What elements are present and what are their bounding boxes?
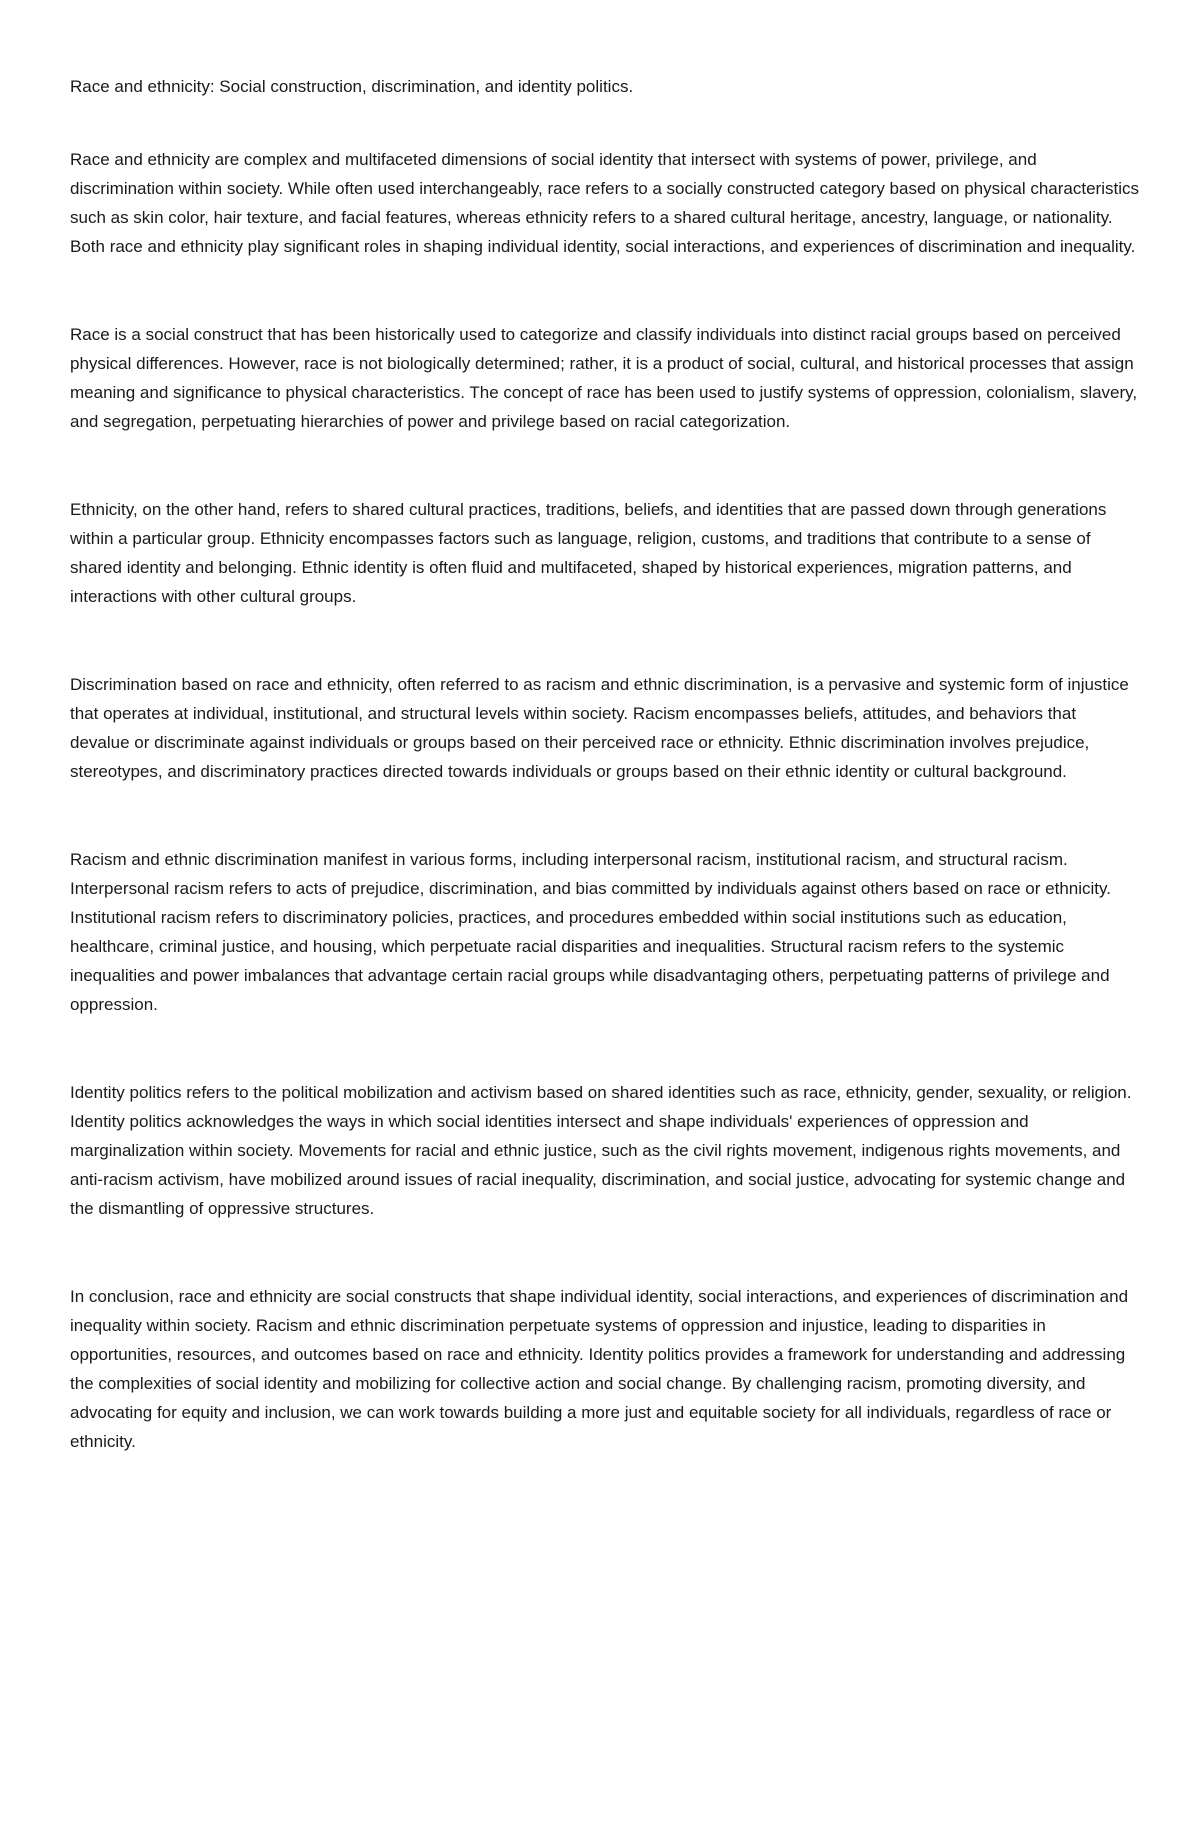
document-title: Race and ethnicity: Social construction, discrimination, and identity politics.	[70, 77, 634, 96]
paragraph-intro: Race and ethnicity are complex and multifaceted dimensions of social identity that intersect with systems of power, privilege, and discrimination within society. While often used interchangeably, race refers to a socially constructed category based on physical characteristics such as skin color, hair texture, and facial features, whereas ethnicity refers to a shared cultural heritage, ancestry, language, or nationality. Both race and ethnicity play significant roles in shaping individual identity, social interactions, and experiences of discrimination and inequality.	[70, 150, 1139, 256]
document-page	[70, 72, 1140, 1456]
paragraph-race: Race is a social construct that has been historically used to categorize and classify individuals into distinct racial groups based on perceived physical differences. However, race is not biologically determined; rather, it is a product of social, cultural, and historical processes that assign meaning and significance to physical characteristics. The concept of race has been used to justify systems of oppression, colonialism, slavery, and segregation, perpetuating hierarchies of power and privilege based on racial categorization.	[70, 325, 1138, 431]
paragraph-ethnicity: Ethnicity, on the other hand, refers to shared cultural practices, traditions, beliefs, and identities that are passed down through generations within a particular group. Ethnicity encompasses factors such as language, religion, customs, and traditions that contribute to a sense of shared identity and belonging. Ethnic identity is often fluid and multifaceted, shaped by historical experiences, migration patterns, and interactions with other cultural groups.	[70, 500, 1107, 606]
paragraph-conclusion: In conclusion, race and ethnicity are social constructs that shape individual identity, social interactions, and experiences of discrimination and inequality within society. Racism and ethnic discrimination perpetuate systems of oppression and injustice, leading to disparities in opportunities, resources, and outcomes based on race and ethnicity. Identity politics provides a framework for understanding and addressing the complexities of social identity and mobilizing for collective action and social change. By challenging racism, promoting diversity, and advocating for equity and inclusion, we can work towards building a more just and equitable society for all individuals, regardless of race or ethnicity.	[70, 1287, 1129, 1451]
paragraph-racism-forms: Racism and ethnic discrimination manifest in various forms, including interpersonal racism, institutional racism, and structural racism. Interpersonal racism refers to acts of prejudice, discrimination, and bias committed by individuals against others based on race or ethnicity. Institutional racism refers to discriminatory policies, practices, and procedures embedded within social institutions such as education, healthcare, criminal justice, and housing, which perpetuate racial disparities and inequalities. Structural racism refers to the systemic inequalities and power imbalances that advantage certain racial groups while disadvantaging others, perpetuating patterns of privilege and oppression.	[70, 850, 1111, 1014]
paragraph-discrimination: Discrimination based on race and ethnicity, often referred to as racism and ethnic discrimination, is a pervasive and systemic form of injustice that operates at individual, institutional, and structural levels within society. Racism encompasses beliefs, attitudes, and behaviors that devalue or discriminate against individuals or groups based on their perceived race or ethnicity. Ethnic discrimination involves prejudice, stereotypes, and discriminatory practices directed towards individuals or groups based on their ethnic identity or cultural background.	[70, 675, 1129, 781]
paragraph-identity-politics: Identity politics refers to the political mobilization and activism based on shared identities such as race, ethnicity, gender, sexuality, or religion. Identity politics acknowledges the ways in which social identities intersect and shape individuals' experiences of oppression and marginalization within society. Movements for racial and ethnic justice, such as the civil rights movement, indigenous rights movements, and anti-racism activism, have mobilized around issues of racial inequality, discrimination, and social justice, advocating for systemic change and the dismantling of oppressive structures.	[70, 1083, 1132, 1218]
